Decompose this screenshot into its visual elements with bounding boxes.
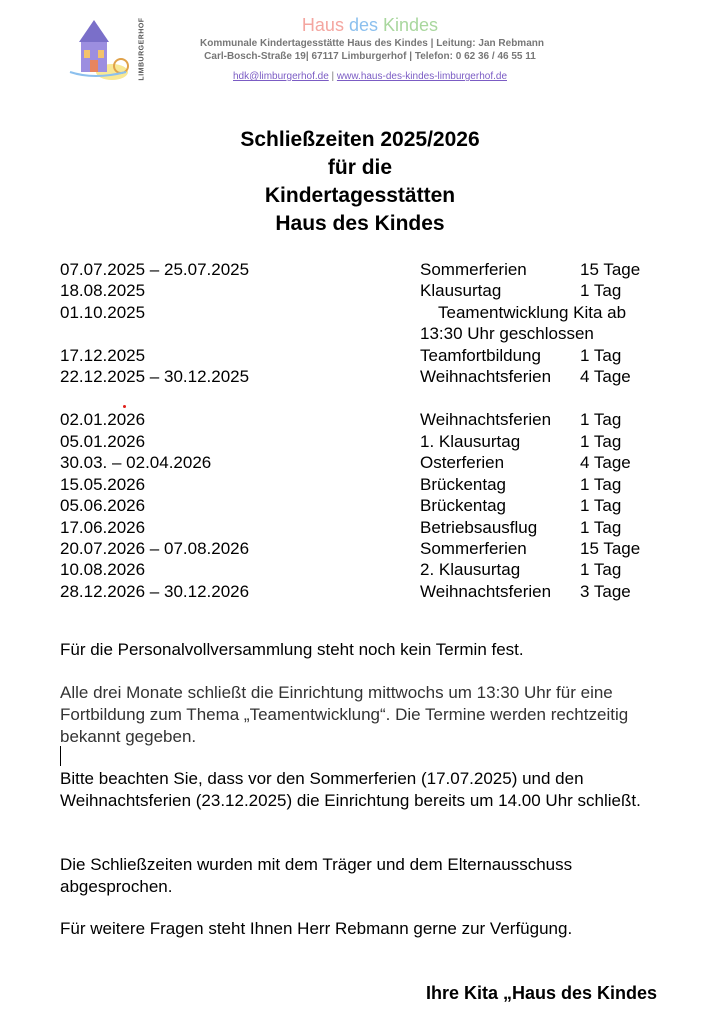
schedule-duration: 1 Tag: [580, 346, 622, 365]
header-address-line-2: Carl-Bosch-Straße 19| 67117 Limburgerhof | Telefon: 0 62 36 / 46 55 11: [204, 51, 536, 62]
schedule-date: 30.03. – 02.04.2026: [60, 453, 212, 472]
brand-word-3: Kindes: [383, 15, 439, 35]
schedule-duration: 1 Tag: [580, 281, 622, 300]
brand-word-2: des: [348, 15, 378, 35]
contact-separator: |: [328, 71, 337, 82]
title-line-3: Kindertagesstätten: [264, 184, 456, 207]
website-link[interactable]: www.haus-des-kindes-limburgerhof.de: [336, 71, 507, 82]
schedule-date: 28.12.2026 – 30.12.2026: [60, 582, 250, 601]
schedule-date: 22.12.2025 – 30.12.2025: [60, 367, 250, 386]
schedule-date: 17.12.2025: [60, 346, 146, 365]
schedule-event: Weihnachtsferien: [420, 582, 552, 601]
schedule-note-line-1: Teamentwicklung Kita ab: [438, 303, 627, 322]
schedule-date: 15.05.2026: [60, 475, 146, 494]
schedule-event: Klausurtag: [420, 281, 502, 300]
schedule-duration: 1 Tag: [580, 432, 622, 451]
document-title: [160, 126, 560, 238]
schedule-duration: 4 Tage: [580, 367, 631, 386]
signature: Ihre Kita „Haus des Kindes: [426, 983, 658, 1003]
text-cursor: [60, 746, 61, 766]
schedule-date: 05.06.2026: [60, 496, 146, 515]
schedule-row: [60, 452, 680, 474]
schedule-duration: 15 Tage: [580, 260, 641, 279]
paragraph-questions: Für weitere Fragen steht Ihnen Herr Rebmann gerne zur Verfügung.: [60, 919, 573, 938]
title-line-4: Haus des Kindes: [275, 212, 445, 235]
schedule-date: 10.08.2026: [60, 560, 146, 579]
schedule-duration: 1 Tag: [580, 496, 622, 515]
schedule-event: Weihnachtsferien: [420, 367, 552, 386]
schedule-date: 20.07.2026 – 07.08.2026: [60, 539, 250, 558]
schedule-duration: 1 Tag: [580, 410, 622, 429]
schedule-duration: 1 Tag: [580, 518, 622, 537]
schedule-date: 07.07.2025 – 25.07.2025: [60, 260, 250, 279]
schedule-duration: 15 Tage: [580, 539, 641, 558]
paragraph-team-development: Alle drei Monate schließt die Einrichtung mittwochs um 13:30 Uhr für eine Fortbildung zum Thema „Teamentwicklung“. Die Termine werden rechtzeitig bekannt gegeben.: [60, 683, 629, 746]
schedule-row: [60, 474, 680, 496]
red-marker-dot: [123, 405, 126, 408]
schedule-duration: 4 Tage: [580, 453, 631, 472]
schedule-row: [60, 366, 680, 388]
schedule-row-continuation: [60, 323, 680, 345]
title-line-2: für die: [327, 156, 393, 179]
schedule-date: 01.10.2025: [60, 303, 146, 322]
paragraph-agreement: Die Schließzeiten wurden mit dem Träger und dem Elternausschuss abgesprochen.: [60, 855, 573, 896]
schedule-row: [60, 302, 680, 324]
email-link[interactable]: hdk@limburgerhof.de: [233, 71, 329, 82]
schedule-event: Sommerferien: [420, 260, 527, 279]
schedule-row: [60, 431, 680, 453]
kita-logo-icon: [64, 14, 134, 84]
schedule-row: [60, 409, 680, 431]
schedule-event: Brückentag: [420, 496, 506, 515]
schedule-duration: 3 Tage: [580, 582, 631, 601]
schedule-event: Weihnachtsferien: [420, 410, 552, 429]
schedule-event: Teamfortbildung: [420, 346, 541, 365]
schedule-row: [60, 517, 680, 539]
schedule-row: [60, 345, 680, 367]
schedule-date: 18.08.2025: [60, 281, 146, 300]
schedule-date: 17.06.2026: [60, 518, 146, 537]
schedule-event: Betriebsausflug: [420, 518, 538, 537]
schedule-event: Osterferien: [420, 453, 505, 472]
header-contact-line: [200, 71, 540, 82]
schedule-row: [60, 581, 680, 603]
schedule-duration: 1 Tag: [580, 560, 622, 579]
brand-title: [220, 14, 520, 36]
schedule-note-line-2: 13:30 Uhr geschlossen: [420, 324, 594, 343]
header-address-line-1: Kommunale Kindertagesstätte Haus des Kindes | Leitung: Jan Rebmann: [200, 38, 544, 49]
paragraph-staff-meeting: Für die Personalvollversammlung steht noch kein Termin fest.: [60, 640, 524, 659]
schedule-date: 05.01.2026: [60, 432, 146, 451]
schedule-row: [60, 495, 680, 517]
vertical-label-text: LIMBURGERHOF: [138, 17, 146, 81]
schedule-row: [60, 259, 680, 281]
schedule-duration: 1 Tag: [580, 475, 622, 494]
schedule-row: [60, 280, 680, 302]
title-line-1: Schließzeiten 2025/2026: [240, 128, 480, 151]
schedule-event: 2. Klausurtag: [420, 560, 521, 579]
schedule-event: 1. Klausurtag: [420, 432, 521, 451]
schedule-event: Brückentag: [420, 475, 506, 494]
paragraph-early-closing: Bitte beachten Sie, dass vor den Sommerferien (17.07.2025) und den Weihnachtsferien (23.12.2025) die Einrichtung bereits um 14.00 Uhr schließt.: [60, 769, 641, 810]
schedule-row: [60, 538, 680, 560]
schedule-row: [60, 559, 680, 581]
schedule-date: 02.01.2026: [60, 410, 146, 429]
brand-word-1: Haus: [301, 15, 344, 35]
vertical-location-label: [135, 18, 149, 80]
schedule-event: Sommerferien: [420, 539, 527, 558]
